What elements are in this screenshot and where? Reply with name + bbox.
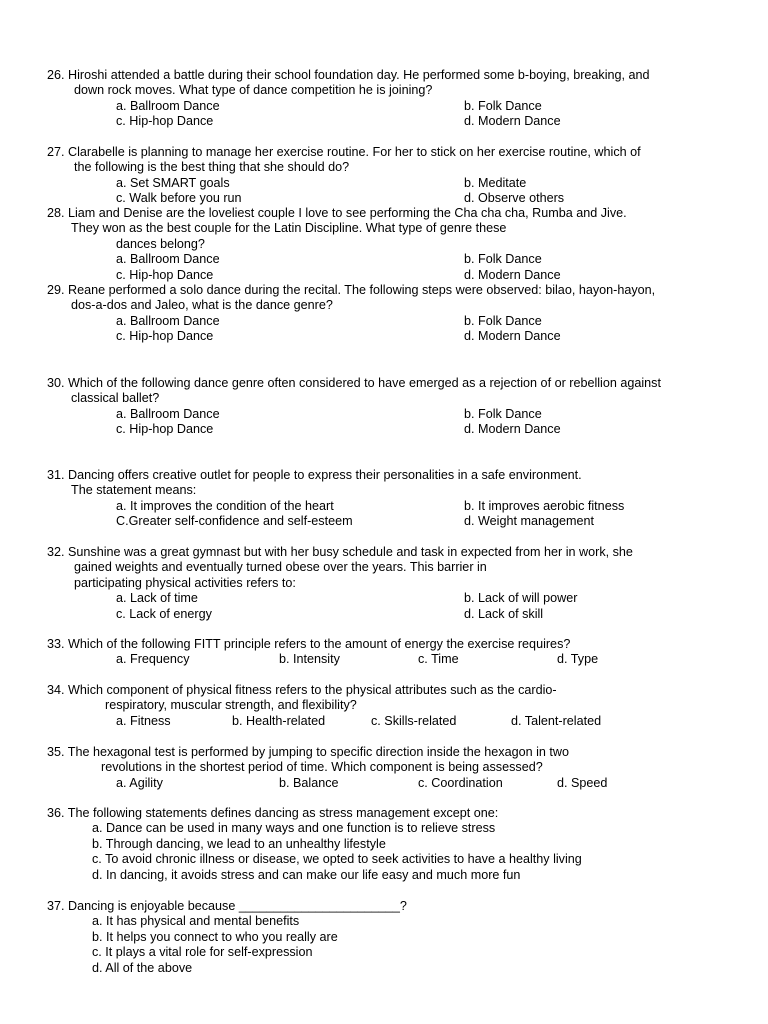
question-continuation: participating physical activities refers to: bbox=[74, 575, 296, 590]
option-c: C.Greater self-confidence and self-esteem bbox=[116, 514, 353, 529]
question-26 bbox=[47, 68, 721, 130]
question-29 bbox=[47, 283, 721, 345]
question-text: 33. Which of the following FITT principle refers to the amount of energy the exercise requires? bbox=[47, 637, 571, 651]
option-c: c. Skills-related bbox=[371, 713, 457, 728]
question-text: 37. Dancing is enjoyable because _______________________? bbox=[47, 899, 407, 913]
question-text: 27. Clarabelle is planning to manage her exercise routine. For her to stick on her exercise routine, which of bbox=[47, 145, 641, 159]
options bbox=[47, 407, 721, 438]
option-b: b. Intensity bbox=[279, 652, 340, 667]
option-a: a. Ballroom Dance bbox=[116, 313, 220, 328]
question-text: 35. The hexagonal test is performed by jumping to specific direction inside the hexagon in two bbox=[47, 745, 570, 759]
question-35 bbox=[47, 745, 721, 791]
question-28 bbox=[47, 206, 721, 283]
question-33 bbox=[47, 637, 721, 668]
option-a: a. Agility bbox=[116, 775, 163, 790]
question-text: 32. Sunshine was a great gymnast but with her busy schedule and task in expected from her in work, she bbox=[47, 545, 633, 559]
option-c: c. Hip-hop Dance bbox=[116, 114, 214, 129]
option-d: d. Type bbox=[557, 652, 599, 667]
question-text: 28. Liam and Denise are the loveliest couple I love to see performing the Cha cha cha, Rumba and Jive. bbox=[47, 206, 627, 220]
question-27 bbox=[47, 145, 721, 207]
option-b: b. Meditate bbox=[464, 175, 527, 190]
options bbox=[47, 99, 721, 130]
options bbox=[47, 591, 721, 622]
question-37 bbox=[47, 899, 721, 976]
question-continuation: the following is the best thing that she should do? bbox=[74, 160, 350, 175]
option-d: d. Lack of skill bbox=[464, 606, 544, 621]
question-text: 34. Which component of physical fitness refers to the physical attributes such as the cardio- bbox=[47, 683, 557, 697]
option-d: d. Speed bbox=[557, 775, 608, 790]
option-b: b. Folk Dance bbox=[464, 98, 542, 113]
question-text: 29. Reane performed a solo dance during the recital. The following steps were observed: bilao, hayon-hayon, bbox=[47, 283, 656, 297]
option-a: a. Ballroom Dance bbox=[116, 252, 220, 267]
question-continuation: down rock moves. What type of dance competition he is joining? bbox=[74, 83, 433, 98]
options bbox=[47, 314, 721, 345]
options bbox=[47, 499, 721, 530]
question-continuation: They won as the best couple for the Latin Discipline. What type of genre these bbox=[71, 221, 507, 236]
option-d: d. Modern Dance bbox=[464, 422, 561, 437]
question-text: 30. Which of the following dance genre often considered to have emerged as a rejection of or rebellion against bbox=[47, 376, 661, 390]
option-c: c. Hip-hop Dance bbox=[116, 422, 214, 437]
option-d: d. All of the above bbox=[92, 960, 193, 975]
question-continuation: gained weights and eventually turned obese over the years. This barrier in bbox=[74, 560, 487, 575]
option-d: d. Weight management bbox=[464, 514, 594, 529]
option-c: c. Coordination bbox=[418, 775, 503, 790]
question-32 bbox=[47, 545, 721, 622]
question-continuation: dos-a-dos and Jaleo, what is the dance genre? bbox=[71, 298, 333, 313]
question-text: 31. Dancing offers creative outlet for people to express their personalities in a safe environment. bbox=[47, 468, 582, 482]
option-c: c. It plays a vital role for self-expression bbox=[92, 945, 313, 960]
options bbox=[47, 821, 721, 883]
option-b: b. Lack of will power bbox=[464, 591, 578, 606]
option-c: c. Lack of energy bbox=[116, 606, 212, 621]
question-36 bbox=[47, 806, 721, 883]
option-d: d. Modern Dance bbox=[464, 114, 561, 129]
option-b: b. It helps you connect to who you really are bbox=[92, 929, 338, 944]
option-b: b. Folk Dance bbox=[464, 313, 542, 328]
question-continuation: dances belong? bbox=[116, 236, 205, 251]
option-b: b. Balance bbox=[279, 775, 339, 790]
options bbox=[47, 776, 721, 791]
question-continuation: classical ballet? bbox=[71, 391, 160, 406]
option-d: d. In dancing, it avoids stress and can make our life easy and much more fun bbox=[92, 867, 521, 882]
option-a: a. Ballroom Dance bbox=[116, 98, 220, 113]
option-c: c. To avoid chronic illness or disease, we opted to seek activities to have a healthy living bbox=[92, 852, 582, 867]
option-d: d. Observe others bbox=[464, 191, 565, 206]
option-b: b. Folk Dance bbox=[464, 252, 542, 267]
question-text: 36. The following statements defines dancing as stress management except one: bbox=[47, 806, 499, 820]
option-c: c. Time bbox=[418, 652, 459, 667]
option-d: d. Modern Dance bbox=[464, 329, 561, 344]
option-a: a. It improves the condition of the heart bbox=[116, 498, 334, 513]
options bbox=[47, 914, 721, 976]
option-a: a. It has physical and mental benefits bbox=[92, 914, 300, 929]
question-text: 26. Hiroshi attended a battle during their school foundation day. He performed some b-boying, breaking, and bbox=[47, 68, 650, 82]
option-d: d. Modern Dance bbox=[464, 267, 561, 282]
options bbox=[47, 252, 721, 283]
options bbox=[47, 176, 721, 207]
options bbox=[47, 714, 721, 729]
question-continuation: respiratory, muscular strength, and flexibility? bbox=[105, 698, 357, 713]
options bbox=[47, 652, 721, 667]
option-c: c. Hip-hop Dance bbox=[116, 267, 214, 282]
option-a: a. Frequency bbox=[116, 652, 190, 667]
option-a: a. Fitness bbox=[116, 713, 171, 728]
option-a: a. Lack of time bbox=[116, 591, 198, 606]
option-a: a. Dance can be used in many ways and one function is to relieve stress bbox=[92, 821, 496, 836]
option-b: b. Health-related bbox=[232, 713, 326, 728]
question-31 bbox=[47, 468, 721, 530]
option-b: b. Through dancing, we lead to an unhealthy lifestyle bbox=[92, 836, 386, 851]
option-d: d. Talent-related bbox=[511, 713, 602, 728]
option-b: b. Folk Dance bbox=[464, 406, 542, 421]
option-b: b. It improves aerobic fitness bbox=[464, 498, 625, 513]
question-continuation: revolutions in the shortest period of time. Which component is being assessed? bbox=[101, 760, 543, 775]
option-c: c. Walk before you run bbox=[116, 191, 242, 206]
question-30 bbox=[47, 376, 721, 438]
question-continuation: The statement means: bbox=[71, 483, 197, 498]
option-c: c. Hip-hop Dance bbox=[116, 329, 214, 344]
option-a: a. Set SMART goals bbox=[116, 175, 230, 190]
question-34 bbox=[47, 683, 721, 729]
option-a: a. Ballroom Dance bbox=[116, 406, 220, 421]
